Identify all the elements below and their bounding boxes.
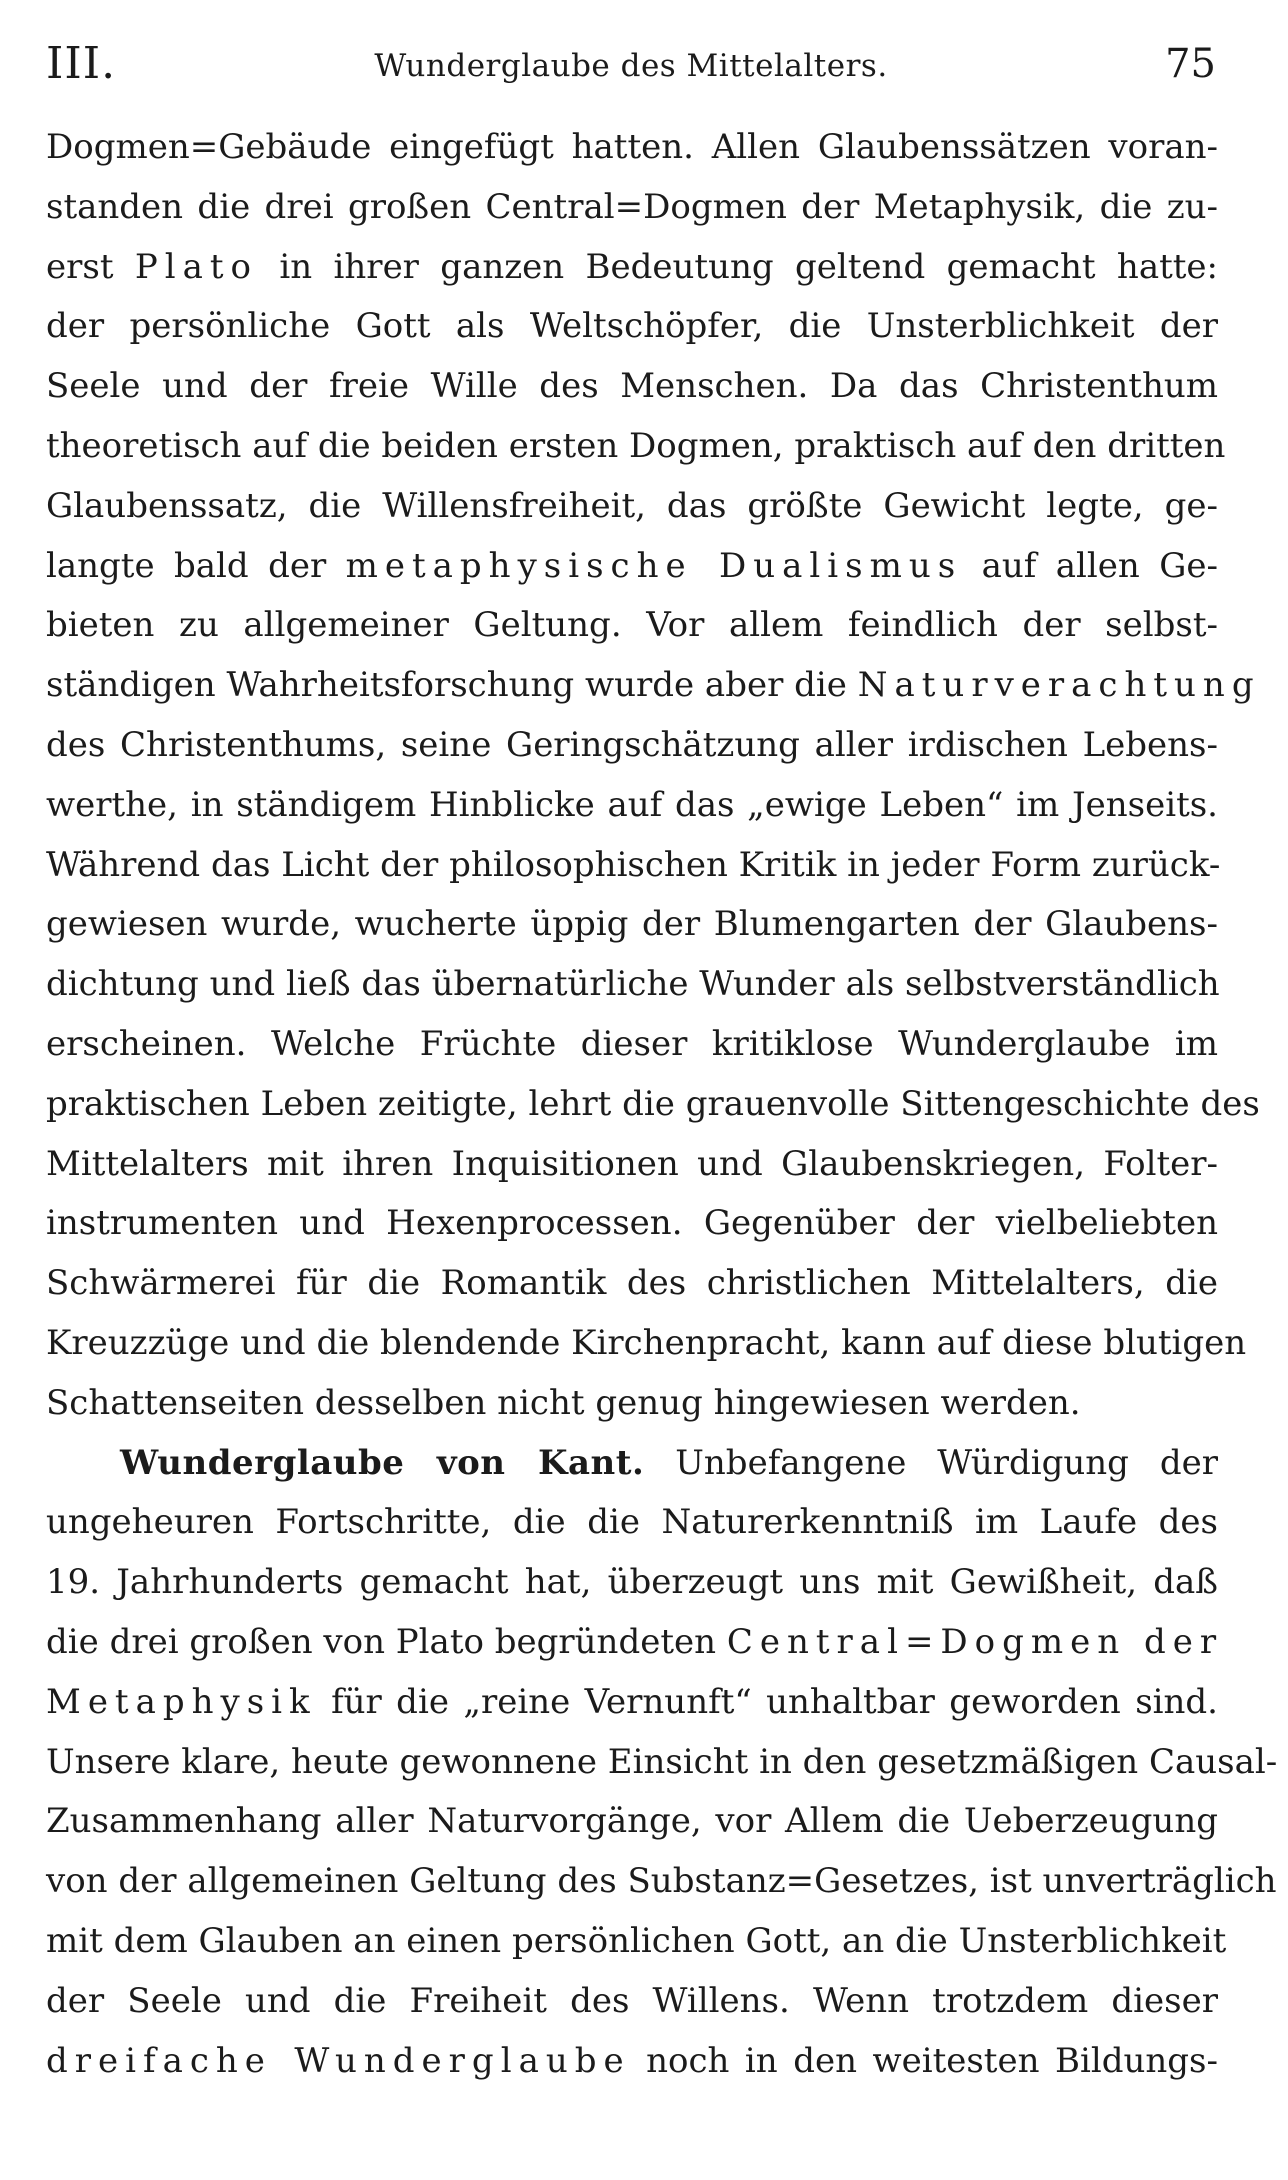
paragraph-2 [46,1434,1278,2092]
text-line: theoretisch auf die beiden ersten Dogmen, praktisch auf den dritten [46,425,1226,466]
text-line: von der allgemeinen Geltung des Substanz=Gesetzes, ist unverträglich [46,1861,1277,1902]
text-line: Glaubenssatz, die Willensfreiheit, das größte Gewicht legte, ge- [46,485,1218,526]
text-line: erscheinen. Welche Früchte dieser kritiklose Wunderglaube im [46,1023,1218,1064]
text-segment: langte bald der [46,545,327,586]
text-line: dichtung und ließ das übernatürliche Wunder als selbstverständlich [46,964,1220,1005]
text-line: bieten zu allgemeiner Geltung. Vor allem feindlich der selbst- [46,605,1218,646]
running-title: Wunderglaube des Mittelalters. [374,48,888,84]
text-line: ungeheuren Fortschritte, die die Naturerkenntniß im Laufe des [46,1502,1218,1543]
paragraph-1 [46,118,1261,1434]
text-segment: für die „reine Vernunft“ unhaltbar geworden sind. [331,1681,1218,1722]
text-line: Mittelalters mit ihren Inquisitionen und Glaubenskriegen, Folter- [46,1143,1218,1184]
text-segment: Unbefangene Würdigung der [675,1442,1219,1483]
body-text [46,118,1278,2091]
text-line: Kreuzzüge und die blendende Kirchenpracht, kann auf diese blutigen [46,1322,1247,1363]
text-line: mit dem Glauben an einen persönlichen Gott, an die Unsterblichkeit [46,1920,1227,1961]
text-line [46,238,1218,298]
text-line: standen die drei großen Central=Dogmen der Metaphysik, die zu- [46,186,1218,227]
chapter-number: III. [46,38,117,89]
text-line: werthe, in ständigem Hinblicke auf das „ewige Leben“ im Jenseits. [46,784,1218,825]
text-line [46,1613,1224,1673]
text-line [46,2032,1218,2092]
text-line: Während das Licht der philosophischen Kritik in jeder Form zurück- [46,844,1221,885]
text-line [46,537,1218,597]
text-line: gewiesen wurde, wucherte üppig der Blumengarten der Glaubens- [46,904,1218,945]
text-line [46,1673,1218,1733]
text-line: Schattenseiten desselben nicht genug hingewiesen werden. [46,1382,1081,1423]
page-number: 75 [1165,41,1216,87]
section-heading: Wunderglaube von Kant. [120,1442,645,1483]
page-header [46,34,1216,94]
text-line: instrumenten und Hexenprocessen. Gegenüber der vielbeliebten [46,1203,1218,1244]
text-segment: in ihrer ganzen Bedeutung geltend gemacht hatte: [279,246,1219,287]
text-line [46,1434,1218,1494]
text-line: Zusammenhang aller Naturvorgänge, vor Allem die Ueberzeugung [46,1801,1218,1842]
text-line [46,656,1261,716]
spaced-term: metaphysische Dualismus [345,545,963,586]
text-line: Schwärmerei für die Romantik des christlichen Mittelalters, die [46,1263,1218,1304]
text-line: des Christenthums, seine Geringschätzung aller irdischen Lebens- [46,724,1218,765]
text-line: praktischen Leben zeitigte, lehrt die grauenvolle Sittengeschichte des [46,1083,1260,1124]
text-segment: erst [46,246,114,287]
spaced-term: Central=Dogmen der [726,1621,1224,1662]
text-line: der Seele und die Freiheit des Willens. Wenn trotzdem dieser [46,1980,1218,2021]
text-line: Seele und der freie Wille des Menschen. Da das Christenthum [46,366,1218,407]
text-segment: auf allen Ge- [981,545,1218,586]
spaced-name-plato: Plato [134,246,259,287]
text-segment: ständigen Wahrheitsforschung wurde aber die [46,665,847,706]
text-line: Dogmen=Gebäude eingefügt hatten. Allen Glaubenssätzen voran- [46,127,1218,167]
text-line: Unsere klare, heute gewonnene Einsicht in den gesetzmäßigen Causal- [46,1741,1278,1782]
text-line: der persönliche Gott als Weltschöpfer, die Unsterblichkeit der [46,306,1218,347]
spaced-term: dreifache Wunderglaube [46,2040,631,2081]
text-segment: noch in den weitesten Bildungs- [646,2040,1218,2081]
spaced-term: Metaphysik [46,1681,317,1722]
text-line: 19. Jahrhunderts gemacht hat, überzeugt uns mit Gewißheit, daß [46,1562,1218,1603]
text-segment: die drei großen von Plato begründeten [46,1621,717,1662]
spaced-term: Naturverachtung [857,665,1261,706]
